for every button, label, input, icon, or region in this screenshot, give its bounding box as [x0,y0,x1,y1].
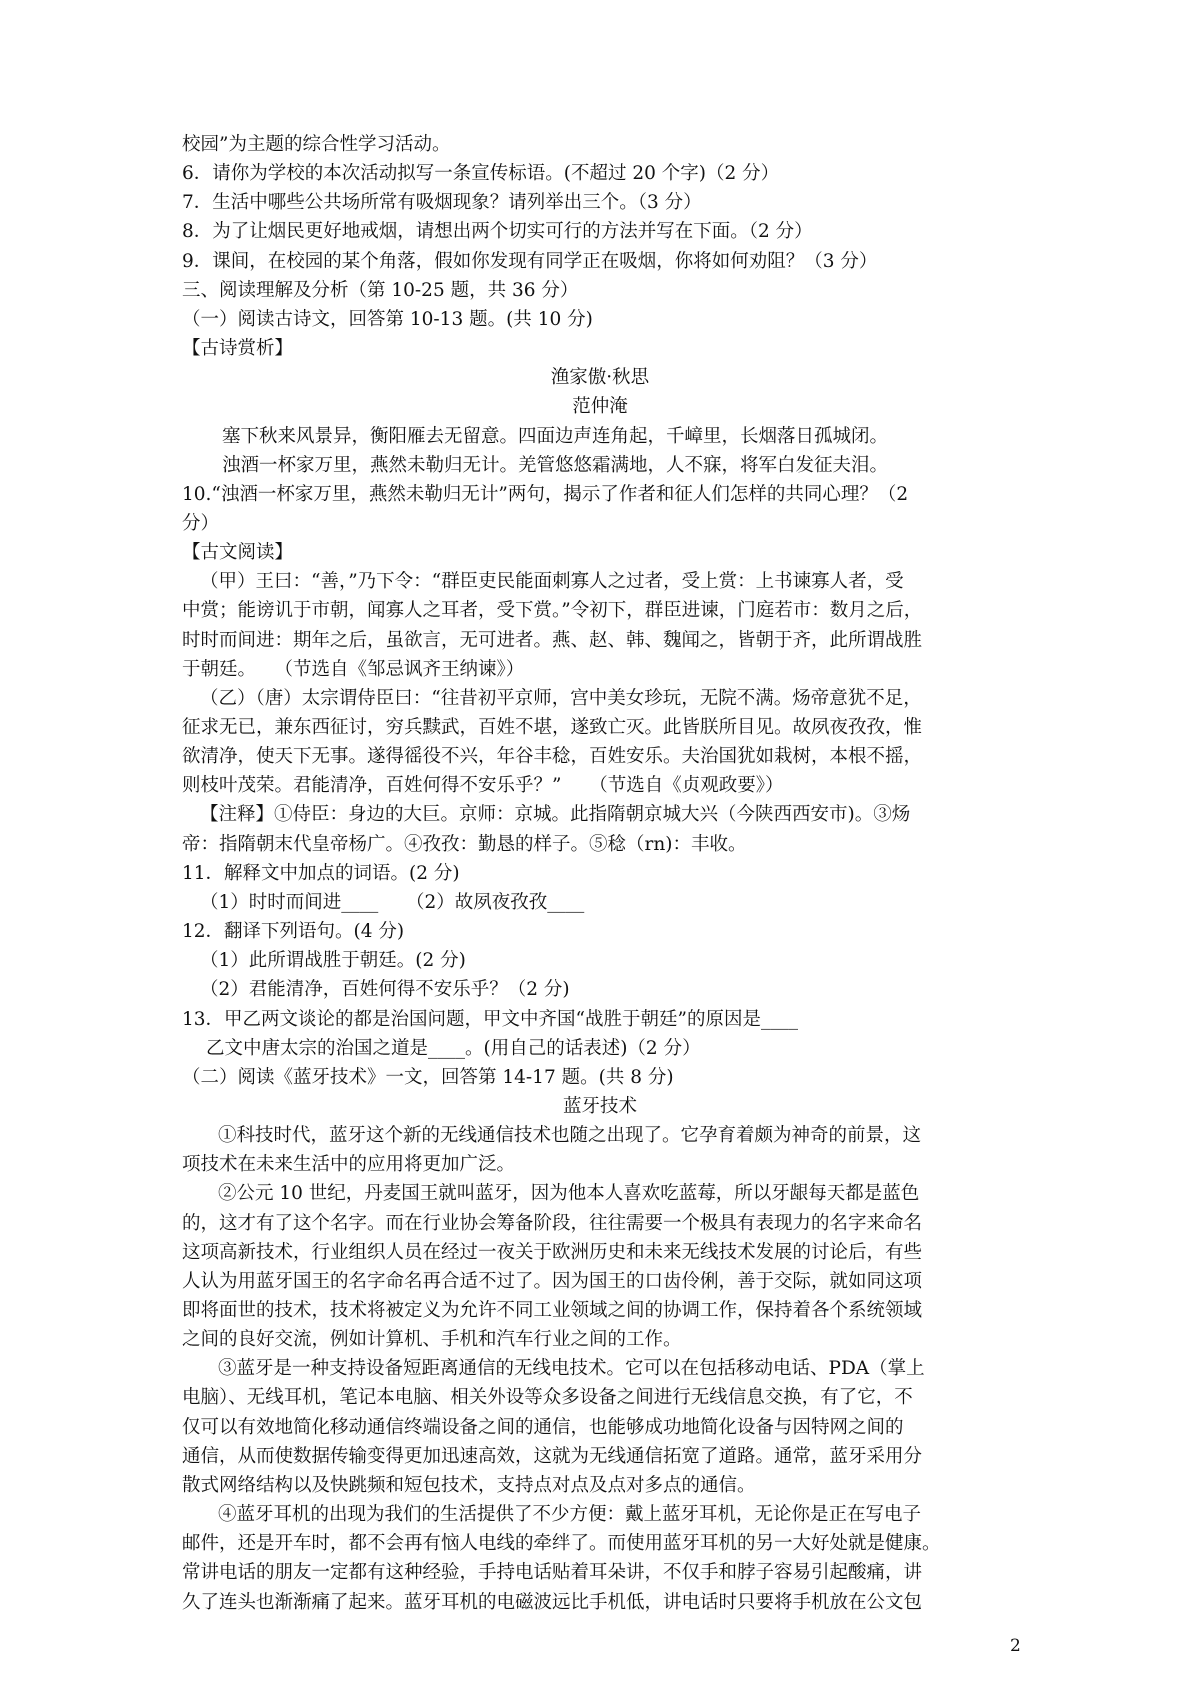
text-line: （2）君能清净，百姓何得不安乐乎？（2 分) [200,979,570,1001]
text-line: 则枝叶茂荣。君能清净，百姓何得不安乐乎？” （节选自《贞观政要》） [182,775,784,797]
text-line: 这项高新技术，行业组织人员在经过一夜关于欧洲历史和未来无线技术发展的讨论后，有些 [182,1241,923,1263]
text-line: 8．为了让烟民更好地戒烟，请想出两个切实可行的方法并写在下面。（2 分） [182,221,813,243]
text-line: 即将面世的技术，技术将被定义为允许不同工业领域之间的协调工作，保持着各个系统领域 [182,1300,923,1321]
text-line: 13．甲乙两文谈论的都是治国问题，甲文中齐国“战胜于朝廷”的原因是____ [182,1008,798,1030]
text-line: 12．翻译下列语句。(4 分) [182,921,405,943]
text-line: ③蓝牙是一种支持设备短距离通信的无线电技术。它可以在包括移动电话、PDA（掌上 [218,1358,925,1380]
text-line: 征求无已，兼东西征讨，穷兵黩武，百姓不堪，遂致亡灭。此皆朕所目见。故夙夜孜孜，惟 [182,717,923,738]
text-line: （一）阅读古诗文，回答第 10-13 题。(共 10 分) [182,308,593,330]
text-line: （1）此所谓战胜于朝廷。(2 分) [200,950,466,972]
text-line: 项技术在未来生活中的应用将更加广泛。 [182,1154,516,1176]
text-line: 常讲电话的朋友一定都有这种经验，手持电话贴着耳朵讲，不仅手和脖子容易引起酸痛，讲 [182,1562,923,1584]
text-line: 渔家傲·秋思 [550,367,650,389]
text-line: 9．课间，在校园的某个角落，假如你发现有同学正在吸烟，你将如何劝阻？（3 分） [182,250,878,272]
text-line: 于朝廷。 （节选自《邹忌讽齐王纳谏》） [182,658,525,680]
text-line: 【古文阅读】 [182,542,294,564]
text-line: 蓝牙技术 [562,1095,637,1117]
text-line: 电脑）、无线耳机，笔记本电脑、相关外设等众多设备之间进行无线信息交换，有了它，不 [182,1387,913,1409]
text-line: 仅可以有效地简化移动通信终端设备之间的通信，也能够成功地简化设备与因特网之间的 [182,1416,904,1438]
text-line: 散式网络结构以及快跳频和短包技术，支持点对点及点对多点的通信。 [182,1474,756,1496]
page-number: 2 [1010,1636,1021,1656]
text-line: 通信，从而使数据传输变得更加迅速高效，这就为无线通信拓宽了道路。通常，蓝牙采用分 [182,1445,923,1467]
text-line: ①科技时代，蓝牙这个新的无线通信技术也随之出现了。它孕育着颇为神奇的前景，这 [218,1125,922,1147]
text-line: 7．生活中哪些公共场所常有吸烟现象？请列举出三个。（3 分） [182,192,702,214]
text-line: （1）时时而间进____ （2）故夙夜孜孜____ [200,891,585,913]
text-line: 浊酒一杯家万里，燕然未勒归无计。羌管悠悠霜满地，人不寐，将军白发征夫泪。 [222,454,889,476]
text-line: （二）阅读《蓝牙技术》一文，回答第 14-17 题。(共 8 分) [182,1066,674,1088]
text-line: 欲清净，使天下无事。遂得徭役不兴，年谷丰稔，百姓安乐。夫治国犹如栽树，本根不摇， [182,746,923,768]
text-line: 帝：指隋朝末代皇帝杨广。④孜孜：勤恳的样子。⑤稔（rn)：丰收。 [182,833,747,855]
text-line: 时时而间进：期年之后，虽欲言，无可进者。燕、赵、韩、魏闻之，皆朝于齐，此所谓战胜 [182,629,923,651]
text-line: 10.“浊酒一杯家万里，燕然未勒归无计”两句，揭示了作者和征人们怎样的共同心理？（2 [182,483,909,505]
text-line: 乙文中唐太宗的治国之道是____。(用自己的话表述)（2 分） [206,1037,701,1059]
text-line: 范仲淹 [572,396,628,418]
text-line: 邮件，还是开车时，都不会再有恼人电线的牵绊了。而使用蓝牙耳机的另一大好处就是健康。 [182,1533,941,1555]
text-line: 三、阅读理解及分析（第 10-25 题，共 36 分） [182,279,579,301]
text-line: （乙）（唐）太宗谓侍臣曰：“往昔初平京师，宫中美女珍玩，无院不满。炀帝意犹不足， [200,687,922,709]
text-line: 分） [182,512,220,534]
text-line: 之间的良好交流，例如计算机、手机和汽车行业之间的工作。 [182,1329,682,1351]
text-line: 【注释】①侍臣：身边的大巨。京师：京城。此指隋朝京城大兴（今陕西西安市)。③炀 [200,804,911,826]
text-line: 久了连头也渐渐痛了起来。蓝牙耳机的电磁波远比手机低，讲电话时只要将手机放在公文包 [182,1591,923,1613]
text-line: 校园”为主题的综合性学习活动。 [182,134,451,155]
text-line: 的，这才有了这个名字。而在行业协会筹备阶段，往往需要一个极具有表现力的名字来命名 [182,1212,923,1234]
text-line: 6．请你为学校的本次活动拟写一条宣传标语。(不超过 20 个字)（2 分） [182,163,780,185]
text-line: 人认为用蓝牙国王的名字命名再合适不过了。因为国王的口齿伶俐，善于交际，就如同这项 [182,1270,923,1292]
text-line: ④蓝牙耳机的出现为我们的生活提供了不少方便：戴上蓝牙耳机，无论你是正在写电子 [218,1504,922,1526]
text-line: 11．解释文中加点的词语。(2 分) [182,862,460,884]
text-line: 塞下秋来风景异，衡阳雁去无留意。四面边声连角起，千嶂里，长烟落日孤城闭。 [222,425,889,447]
text-line: 【古诗赏析】 [182,338,294,360]
text-line: （甲）王曰：“善，”乃下令：“群臣吏民能面刺寡人之过者，受上赏：上书谏寡人者，受 [200,571,904,593]
text-line: ②公元 10 世纪，丹麦国王就叫蓝牙，因为他本人喜欢吃蓝莓，所以牙龈每天都是蓝色 [218,1183,920,1205]
text-line: 中赏；能谤讥于市朝，闻寡人之耳者，受下赏。”令初下，群臣进谏，门庭若市：数月之后， [182,600,923,622]
